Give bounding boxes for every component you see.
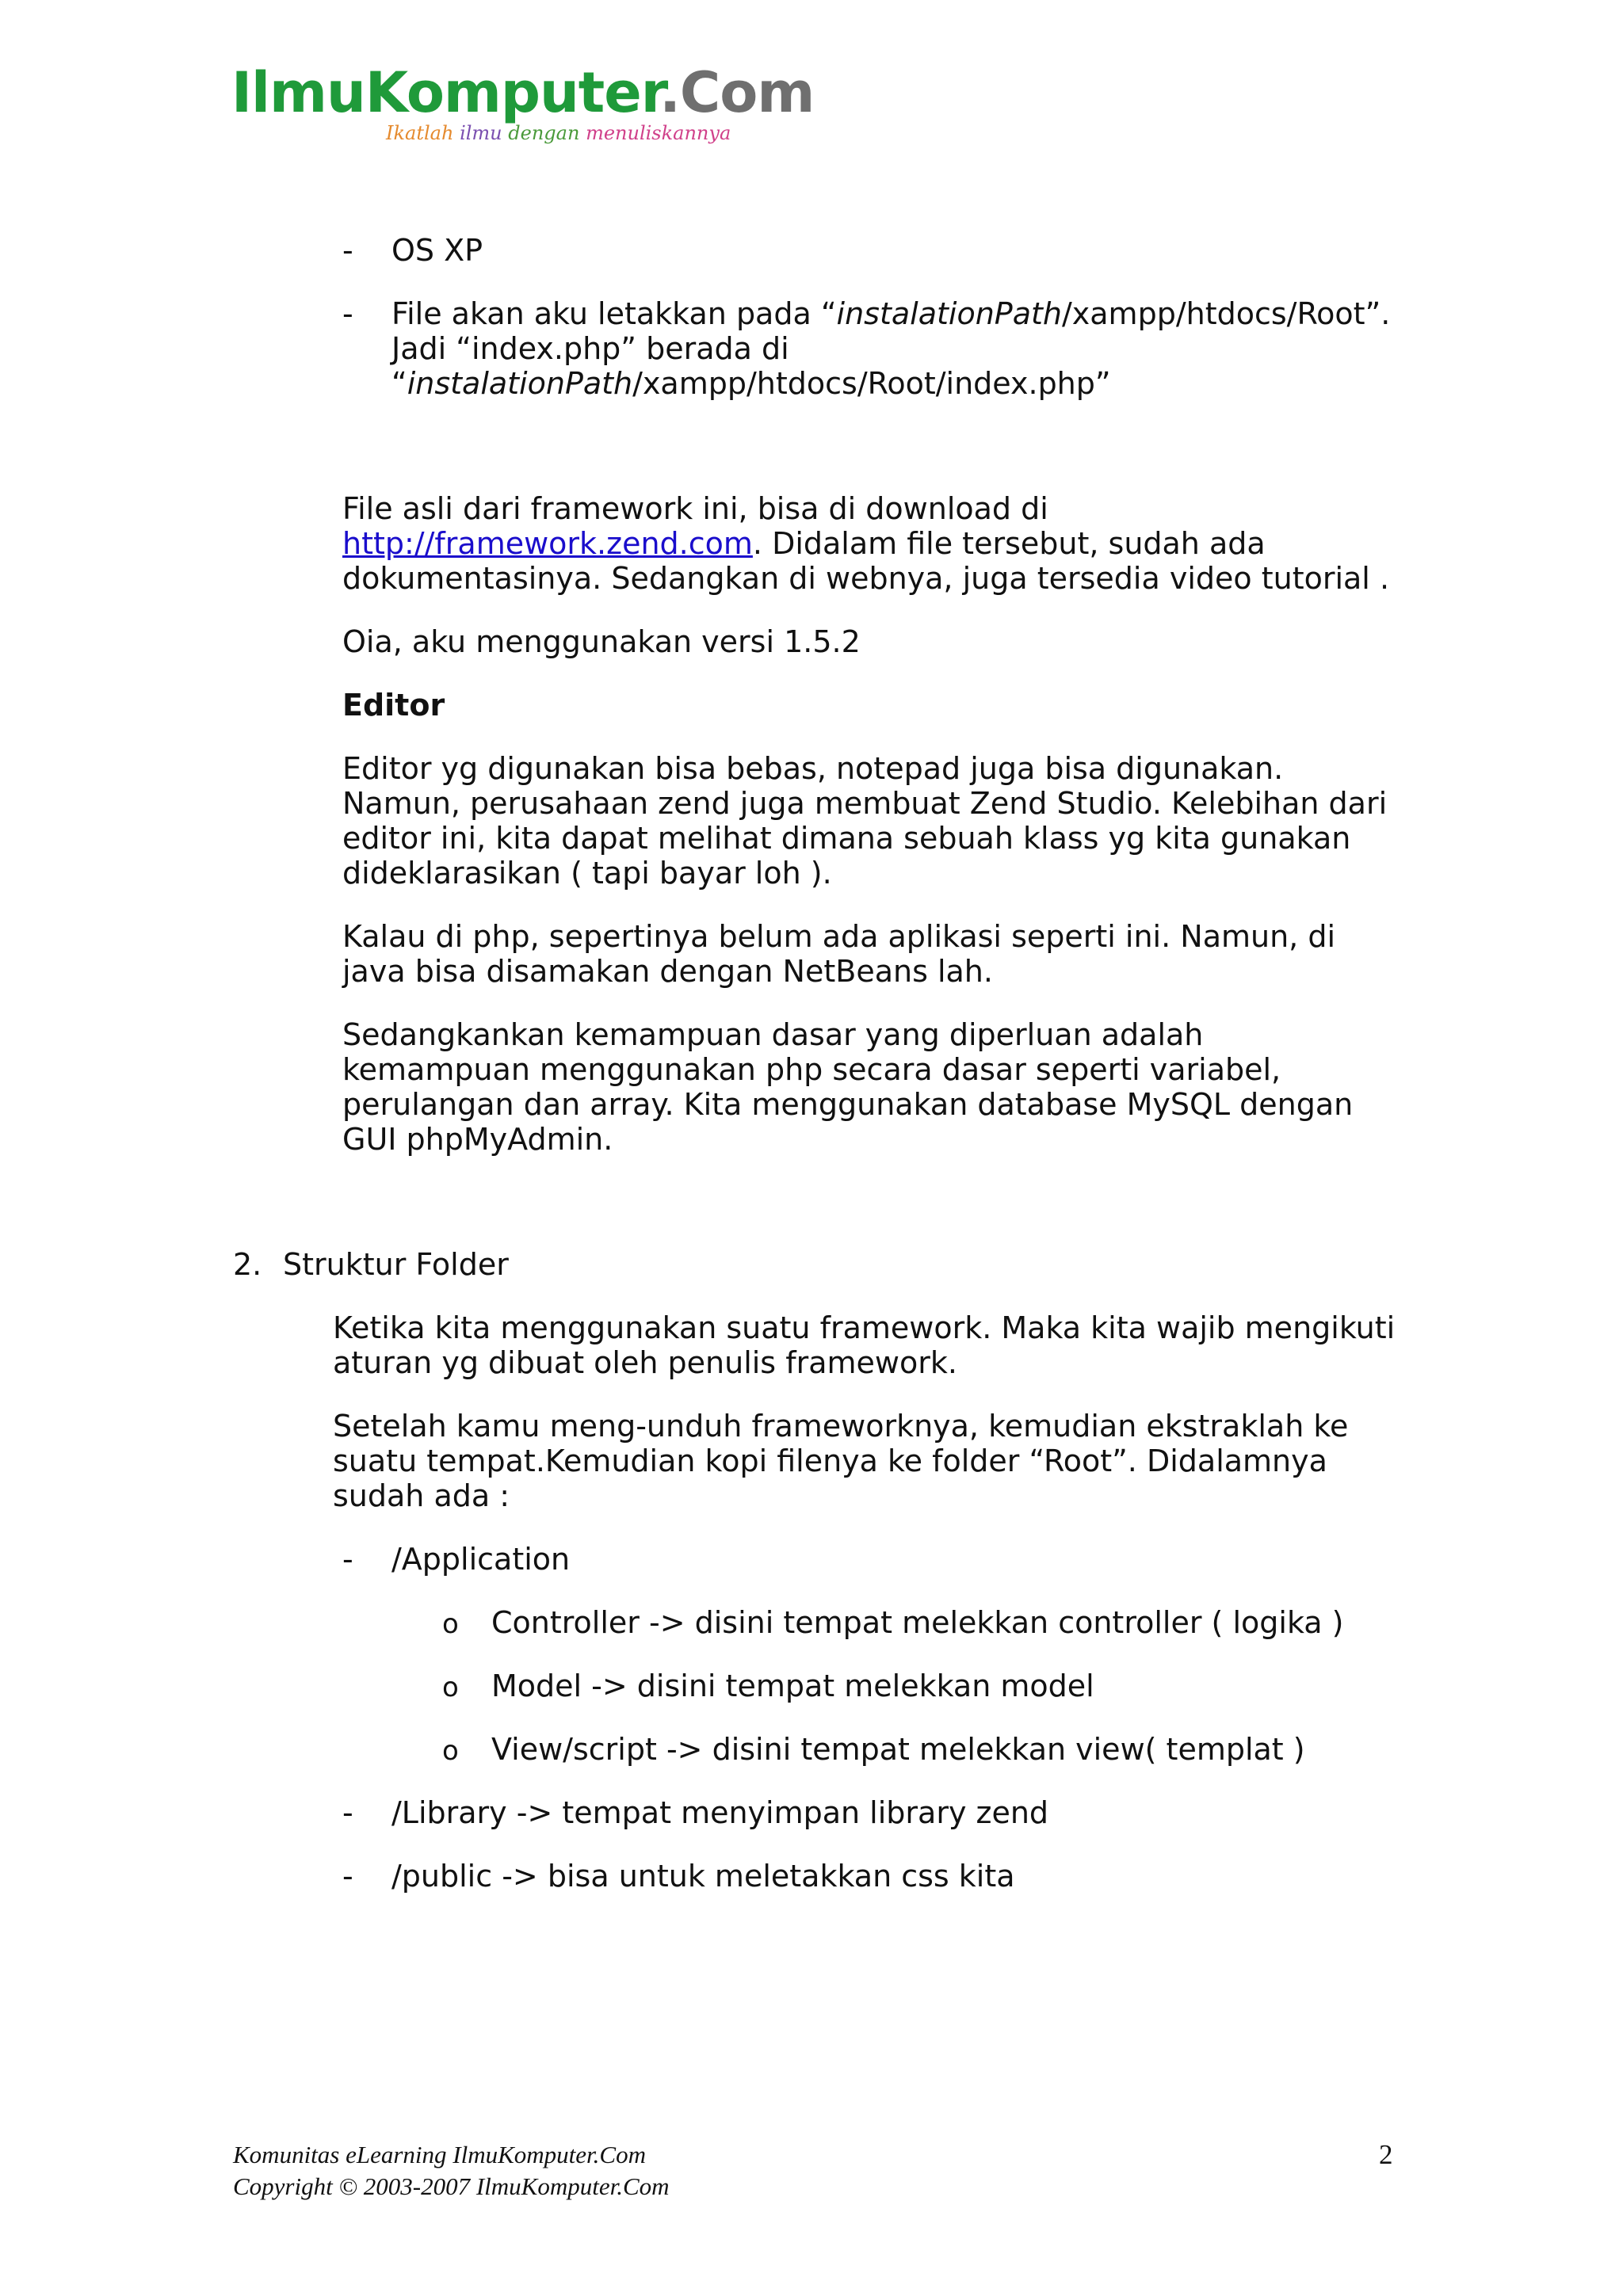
section2-para2-line: Setelah kamu meng-unduh frameworknya, kemudian ekstraklah ke — [333, 1409, 1349, 1444]
section-number: 2. — [233, 1247, 262, 1282]
tagline-word: dengan — [508, 122, 580, 144]
para-php-line: java bisa disamakan dengan NetBeans lah. — [342, 954, 993, 989]
circle-bullet-icon: o — [442, 1672, 459, 1703]
para-skill-line: kemampuan menggunakan php secara dasar seperti variabel, — [342, 1052, 1281, 1087]
para-editor-line: Editor yg digunakan bisa bebas, notepad juga bisa digunakan. — [342, 751, 1284, 786]
site-logo — [231, 60, 815, 125]
tagline-word: ilmu — [460, 122, 502, 144]
page-number: 2 — [1379, 2139, 1393, 2170]
text-run: . Didalam file tersebut, sudah ada — [752, 526, 1266, 561]
folder-library: /Library -> tempat menyimpan library zend — [391, 1795, 1049, 1830]
tagline-word: menuliskannya — [586, 122, 731, 144]
subfolder-model: Model -> disini tempat melekkan model — [491, 1669, 1094, 1703]
para-editor-line: dideklarasikan ( tapi bayar loh ). — [342, 856, 832, 891]
text-run: File akan aku letakkan pada “ — [391, 296, 837, 331]
para-php-line: Kalau di php, sepertinya belum ada aplikasi seperti ini. Namun, di — [342, 919, 1335, 954]
tagline-word: Ikatlah — [386, 122, 454, 144]
bullet-file-location-line2: Jadi “index.php” berada di — [391, 331, 789, 366]
editor-heading: Editor — [342, 688, 445, 723]
bullet-marker: - — [342, 1542, 353, 1577]
para-download-line3: dokumentasinya. Sedangkan di webnya, juga tersedia video tutorial . — [342, 561, 1390, 596]
circle-bullet-icon: o — [442, 1735, 459, 1767]
text-run: /xampp/htdocs/Root/index.php” — [632, 366, 1111, 401]
footer-copyright: Copyright © 2003-2007 IlmuKomputer.Com — [233, 2172, 670, 2200]
bullet-marker: - — [342, 296, 353, 331]
para-skill-line: GUI phpMyAdmin. — [342, 1122, 613, 1157]
logo-text-com: .Com — [659, 60, 815, 125]
para-download-line1: File asli dari framework ini, bisa di download di — [342, 491, 1048, 526]
folder-public: /public -> bisa untuk meletakkan css kita — [391, 1859, 1015, 1894]
footer-community: Komunitas eLearning IlmuKomputer.Com — [233, 2141, 646, 2168]
section2-para2-line: suatu tempat.Kemudian kopi filenya ke folder “Root”. Didalamnya — [333, 1444, 1327, 1478]
para-download-line2 — [342, 526, 1266, 561]
bullet-file-location — [391, 296, 1390, 331]
circle-bullet-icon: o — [442, 1608, 459, 1640]
bullet-marker: - — [342, 233, 353, 268]
zend-framework-link[interactable]: http://framework.zend.com — [342, 526, 753, 561]
text-run: “ — [391, 366, 407, 401]
para-editor-line: Namun, perusahaan zend juga membuat Zend Studio. Kelebihan dari — [342, 786, 1388, 821]
section-title: Struktur Folder — [283, 1247, 509, 1282]
subfolder-controller: Controller -> disini tempat melekkan controller ( logika ) — [491, 1605, 1344, 1640]
logo-tagline — [386, 124, 731, 143]
folder-application: /Application — [391, 1542, 571, 1577]
bullet-marker: - — [342, 1859, 353, 1894]
section2-para1-line: Ketika kita menggunakan suatu framework. Maka kita wajib mengikuti — [333, 1310, 1396, 1345]
para-version: Oia, aku menggunakan versi 1.5.2 — [342, 624, 861, 659]
text-run-italic: instalationPath — [836, 296, 1062, 331]
para-skill-line: Sedangkankan kemampuan dasar yang diperluan adalah — [342, 1017, 1204, 1052]
logo-text-ilmukomputer: IlmuKomputer — [231, 60, 660, 125]
para-editor-line: editor ini, kita dapat melihat dimana sebuah klass yg kita gunakan — [342, 821, 1351, 856]
text-run-italic: instalationPath — [407, 366, 633, 401]
section2-para1-line: aturan yg dibuat oleh penulis framework. — [333, 1345, 957, 1380]
subfolder-view-script: View/script -> disini tempat melekkan view( templat ) — [491, 1732, 1305, 1767]
bullet-marker: - — [342, 1795, 353, 1830]
bullet-os-xp: OS XP — [391, 233, 483, 268]
bullet-file-location-line3 — [391, 366, 1111, 401]
text-run: /xampp/htdocs/Root”. — [1061, 296, 1391, 331]
para-skill-line: perulangan dan array. Kita menggunakan database MySQL dengan — [342, 1087, 1354, 1122]
section2-para2-line: sudah ada : — [333, 1478, 510, 1513]
